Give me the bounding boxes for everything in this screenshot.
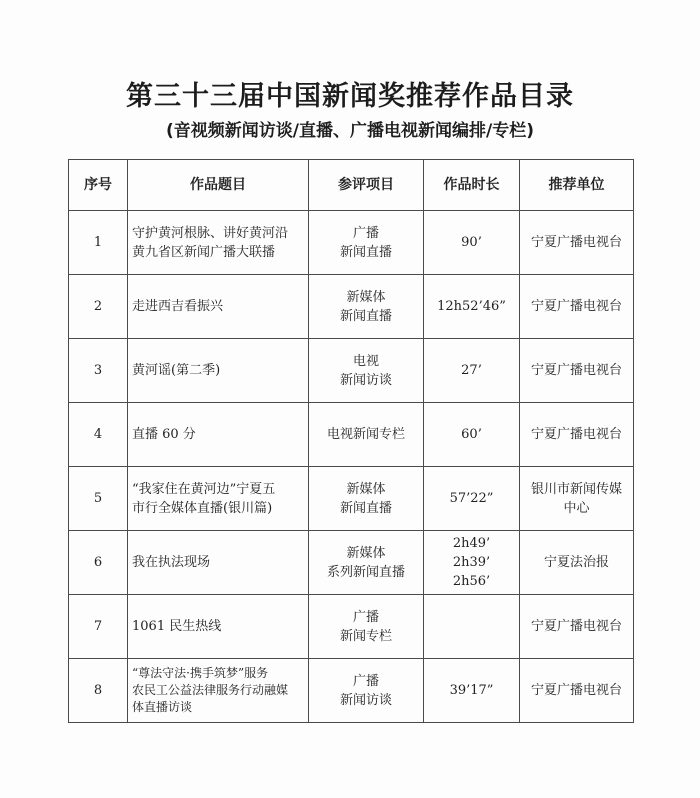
row-number: 6 — [69, 531, 128, 595]
work-title-line: 我在执法现场 — [132, 555, 211, 570]
category-line: 新媒体 — [346, 545, 386, 561]
work-title-line: 1061 民生热线 — [132, 619, 222, 634]
work-title-line: 走进西吉看振兴 — [132, 299, 224, 314]
duration-cell — [424, 595, 520, 659]
category-cell — [309, 275, 424, 339]
duration-line: 2h39’ — [452, 555, 491, 570]
work-title-line: “尊法守法·携手筑梦”服务 — [132, 666, 269, 680]
catalog-table — [68, 159, 634, 723]
work-title-line: 市行全媒体直播(银川篇) — [132, 500, 273, 516]
unit-line: 宁夏广播电视台 — [530, 683, 622, 698]
work-title-cell — [128, 595, 309, 659]
unit-cell — [520, 211, 634, 275]
duration-line: 27’ — [461, 363, 482, 378]
unit-line: 中心 — [563, 500, 590, 516]
document-subtitle: (音视频新闻访谈/直播、广播电视新闻编排/专栏) — [166, 121, 534, 141]
unit-cell — [520, 595, 634, 659]
unit-cell — [520, 275, 634, 339]
unit-cell — [520, 531, 634, 595]
table-row — [69, 467, 634, 531]
category-line: 新闻直播 — [339, 308, 392, 324]
table-row — [69, 531, 634, 595]
unit-cell — [520, 467, 634, 531]
row-number: 3 — [69, 339, 128, 403]
work-title-cell — [128, 275, 309, 339]
work-title-line: 农民工公益法律服务行动融媒 — [132, 683, 289, 697]
category-line: 新媒体 — [346, 481, 386, 497]
duration-cell — [424, 531, 520, 595]
row-number: 7 — [69, 595, 128, 659]
category-cell — [309, 467, 424, 531]
row-number: 2 — [69, 275, 128, 339]
category-cell — [309, 339, 424, 403]
header-recommending-unit: 推荐单位 — [520, 160, 634, 211]
header-number: 序号 — [69, 160, 128, 211]
duration-line: 2h56’ — [452, 574, 491, 589]
document-title: 第三十三届中国新闻奖推荐作品目录 — [126, 81, 574, 112]
header-duration: 作品时长 — [424, 160, 520, 211]
row-number: 1 — [69, 211, 128, 275]
duration-line: 2h49’ — [452, 536, 491, 551]
row-number: 4 — [69, 403, 128, 467]
category-line: 新闻直播 — [339, 244, 392, 260]
table-row — [69, 659, 634, 723]
header-category: 参评项目 — [309, 160, 424, 211]
row-number: 8 — [69, 659, 128, 723]
category-cell — [309, 595, 424, 659]
work-title-cell — [128, 659, 309, 723]
table-row — [69, 275, 634, 339]
category-line: 新闻专栏 — [339, 628, 392, 644]
unit-cell — [520, 403, 634, 467]
category-line: 广播 — [352, 673, 379, 689]
category-cell — [309, 211, 424, 275]
unit-line: 宁夏广播电视台 — [530, 363, 622, 378]
unit-cell — [520, 659, 634, 723]
duration-cell — [424, 339, 520, 403]
table-row — [69, 339, 634, 403]
unit-line: 宁夏广播电视台 — [530, 299, 622, 314]
category-cell — [309, 403, 424, 467]
work-title-line: 直播 60 分 — [132, 427, 196, 442]
category-cell — [309, 659, 424, 723]
category-line: 新闻访谈 — [339, 692, 392, 708]
header-work-title: 作品题目 — [128, 160, 309, 211]
work-title-line: 体直播访谈 — [132, 700, 193, 714]
unit-cell — [520, 339, 634, 403]
work-title-line: 黄河谣(第二季) — [132, 363, 221, 378]
work-title-line: “我家住在黄河边”宁夏五 — [132, 481, 276, 497]
work-title-line: 黄九省区新闻广播大联播 — [132, 244, 276, 260]
duration-line: 39’17” — [449, 683, 494, 698]
work-title-cell — [128, 531, 309, 595]
unit-line: 宁夏法治报 — [543, 555, 609, 570]
duration-cell — [424, 467, 520, 531]
category-line: 广播 — [352, 225, 379, 241]
table-row — [69, 211, 634, 275]
table-row — [69, 403, 634, 467]
unit-line: 宁夏广播电视台 — [530, 619, 622, 634]
duration-cell — [424, 659, 520, 723]
duration-cell — [424, 211, 520, 275]
duration-line: 60’ — [461, 427, 482, 442]
duration-cell — [424, 275, 520, 339]
category-line: 电视新闻专栏 — [326, 427, 405, 442]
category-line: 新闻直播 — [339, 500, 392, 516]
work-title-cell — [128, 339, 309, 403]
category-line: 系列新闻直播 — [326, 564, 405, 580]
work-title-line: 守护黄河根脉、讲好黄河沿 — [132, 225, 289, 241]
work-title-cell — [128, 403, 309, 467]
unit-line: 银川市新闻传媒 — [530, 481, 622, 497]
table-header-row — [69, 160, 634, 211]
unit-line: 宁夏广播电视台 — [530, 427, 622, 442]
category-cell — [309, 531, 424, 595]
duration-cell — [424, 403, 520, 467]
unit-line: 宁夏广播电视台 — [530, 235, 622, 250]
duration-line: 90’ — [461, 235, 482, 250]
category-line: 新闻访谈 — [339, 372, 392, 388]
row-number: 5 — [69, 467, 128, 531]
duration-line: 57’22” — [449, 491, 494, 506]
duration-line: 12h52’46” — [437, 299, 506, 314]
work-title-cell — [128, 211, 309, 275]
table-row — [69, 595, 634, 659]
category-line: 电视 — [352, 353, 379, 369]
work-title-cell — [128, 467, 309, 531]
category-line: 广播 — [352, 609, 379, 625]
category-line: 新媒体 — [346, 289, 386, 305]
